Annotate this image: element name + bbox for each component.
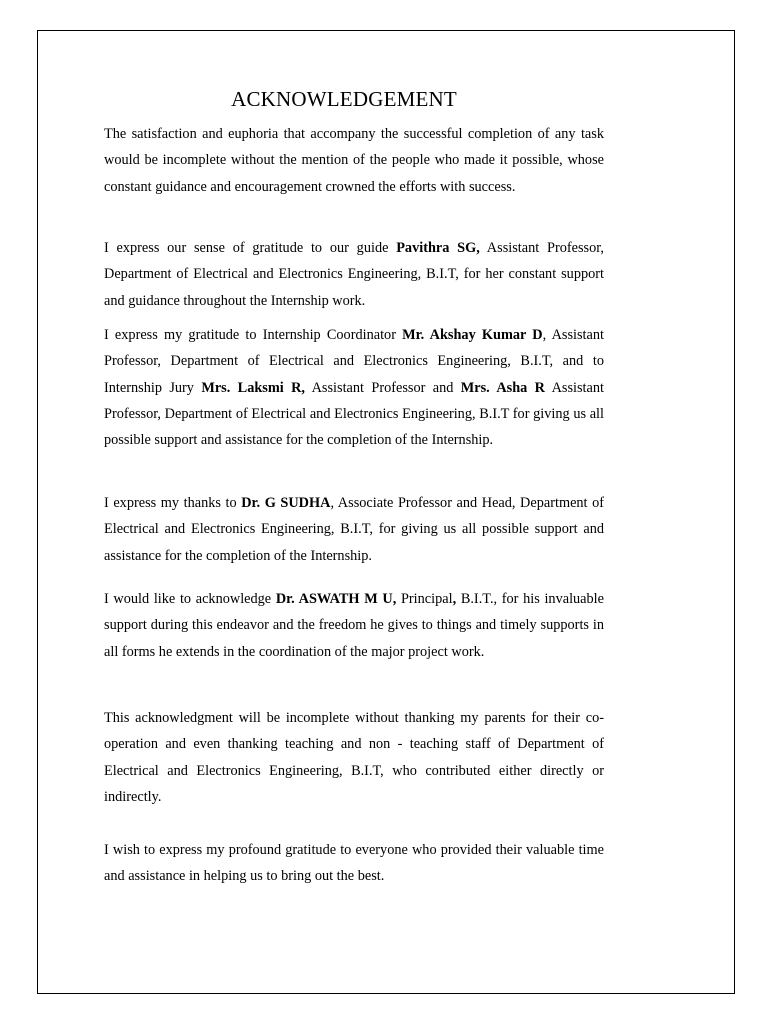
bold-name-text: , — [452, 591, 457, 607]
paragraph-text: I express my thanks to — [104, 495, 242, 511]
paragraph-text: I express our sense of gratitude to our guide — [104, 240, 397, 256]
paragraph-text: , Associate Professor and Head, Department of Electrical and Electronics Engineering, B.I.T, for giving us all possible support and assistance for the completion of the Internship. — [104, 495, 605, 564]
paragraph-text: I express my gratitude to Internship Coordinator — [104, 327, 403, 343]
paragraph-text: , Assistant Professor, Department of Electrical and Electronics Engineering, B.I.T, and to Internship Jury — [104, 327, 604, 396]
bold-name-text: Mrs. Laksmi R, — [201, 379, 306, 396]
document-title: ACKNOWLEDGEMENT — [231, 87, 457, 111]
paragraph-text: Assistant Professor, Department of Electrical and Electronics Engineering, B.I.T for giving us all possible support and assistance for the completion of the Internship. — [104, 379, 605, 449]
paragraph-text: B.I.T., for his invaluable support during this endeavor and the freedom he gives to things and timely supports in all forms he extends in the coordination of the major project work. — [104, 591, 604, 660]
bold-name-text: Dr. ASWATH M U, — [275, 591, 397, 607]
bold-name-text: Dr. G SUDHA — [241, 495, 331, 511]
paragraph-4 — [104, 490, 604, 569]
paragraph-6 — [104, 705, 604, 810]
paragraph-text: This acknowledgment will be incomplete without thanking my parents for their co-operation and even thanking teaching and non - teaching staff of Department of Electrical and Electronics Engineering, B.I.T, who contributed either directly or indirectly. — [104, 710, 604, 805]
bold-name-text: Mr. Akshay Kumar D — [402, 327, 543, 343]
paragraph-2 — [104, 235, 604, 314]
paragraph-text: Assistant Professor, Department of Electrical and Electronics Engineering, B.I.T, for her constant support and guidance throughout the Internship work. — [104, 240, 604, 309]
paragraph-text: I would like to acknowledge — [104, 591, 276, 607]
paragraph-3 — [104, 322, 604, 453]
paragraph-text: Principal — [396, 591, 453, 607]
paragraph-text: The satisfaction and euphoria that accompany the successful completion of any task would be incomplete without the mention of the people who made it possible, whose constant guidance and encouragement crowned the efforts with success. — [104, 126, 604, 195]
paragraph-5 — [104, 586, 604, 665]
paragraph-text: I wish to express my profound gratitude to everyone who provided their valuable time and assistance in helping us to bring out the best. — [104, 842, 604, 885]
bold-name-text: Pavithra SG, — [396, 240, 480, 256]
paragraph-7 — [104, 837, 604, 890]
paragraph-text: Assistant Professor and — [305, 379, 461, 396]
paragraph-1 — [104, 121, 604, 200]
bold-name-text: Mrs. Asha R — [460, 379, 545, 396]
